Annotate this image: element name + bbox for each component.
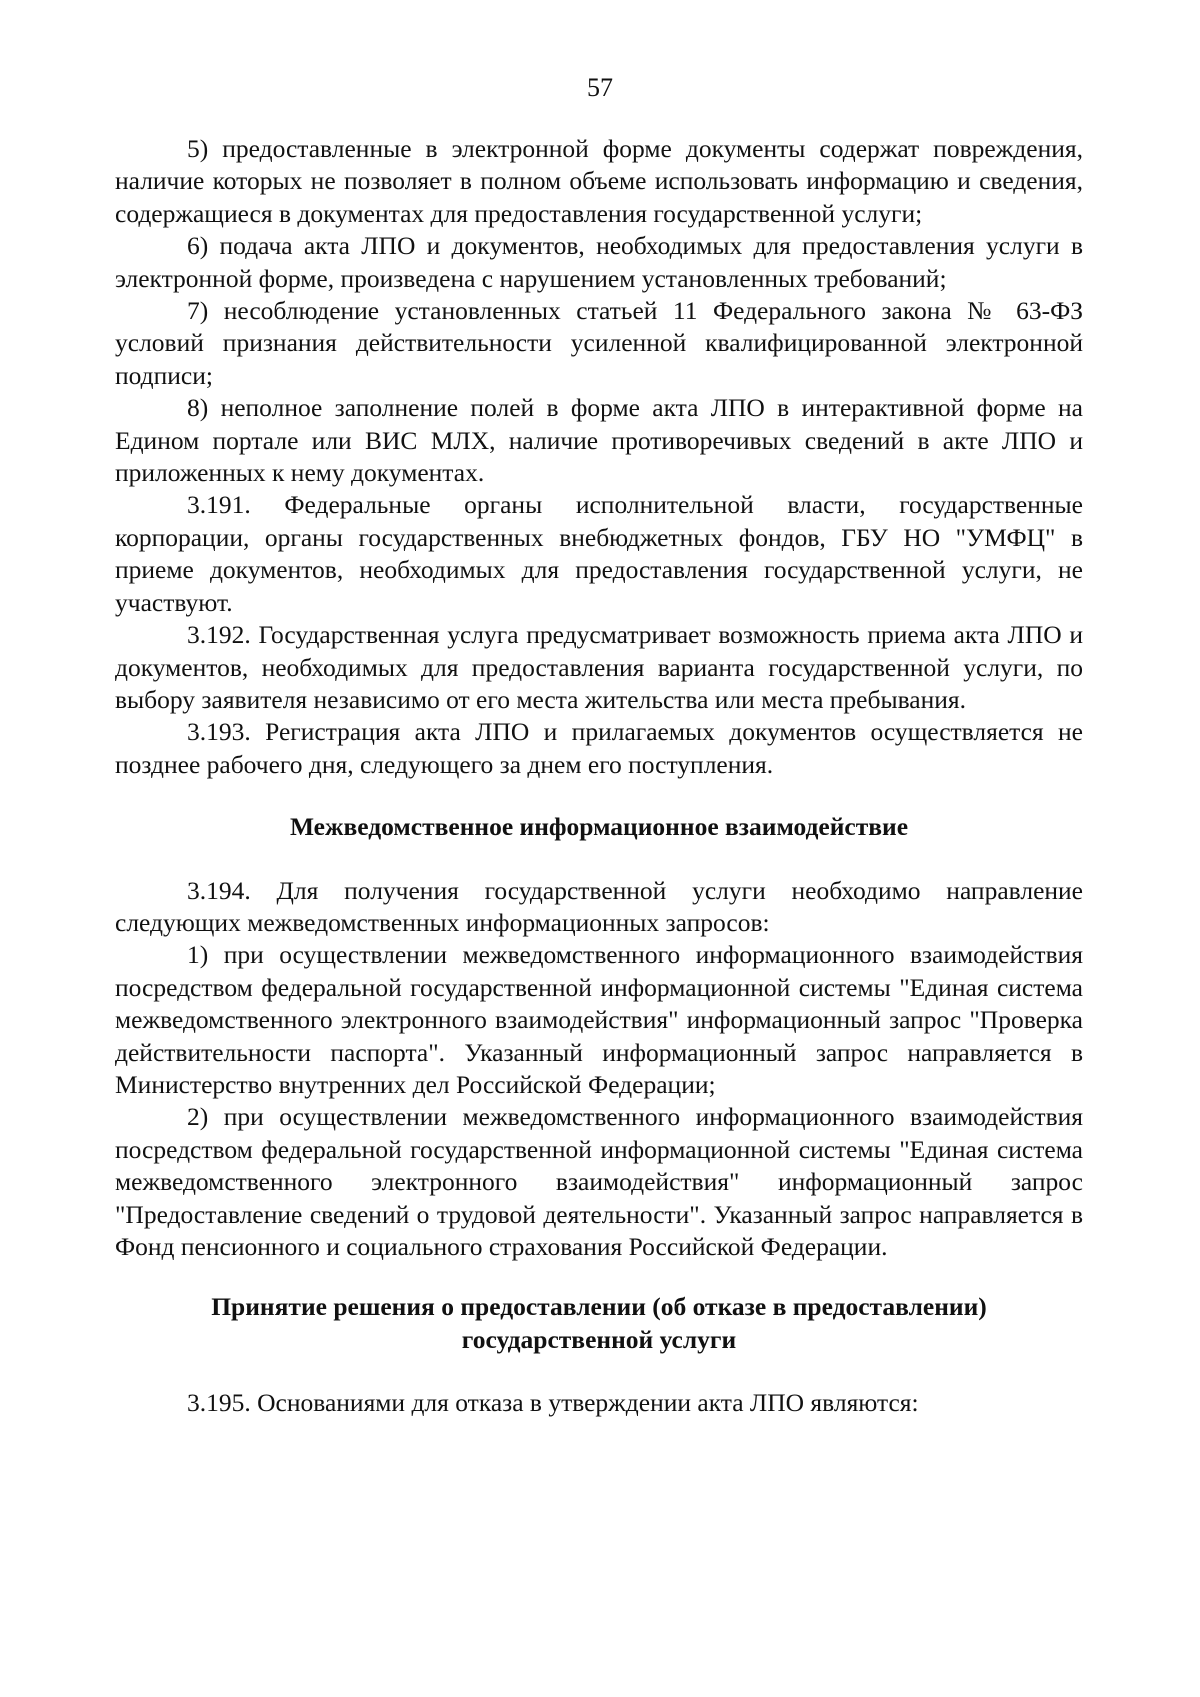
paragraph-3-193: 3.193. Регистрация акта ЛПО и прилагаемых документов осуществляется не позднее рабочего дня, следующего за днем его поступления.: [115, 717, 1083, 779]
paragraph-item-6: 6) подача акта ЛПО и документов, необходимых для предоставления услуги в электронной форме, произведена с нарушением установленных требований;: [115, 231, 1083, 293]
paragraph-3-191: 3.191. Федеральные органы исполнительной власти, государственные корпорации, органы государственных внебюджетных фондов, ГБУ НО "УМФЦ" в приеме документов, необходимых для предоставления государственной услуги, не участвуют.: [115, 490, 1083, 617]
spacer: [115, 844, 1083, 875]
spacer: [115, 1263, 1083, 1291]
paragraph-3-194: 3.194. Для получения государственной услуги необходимо направление следующих межведомственных информационных запросов:: [115, 875, 1083, 937]
section-heading-decision: [115, 1291, 1083, 1356]
page-number: 57: [587, 73, 613, 102]
section-heading-interagency: Межведомственное информационное взаимодействие: [289, 812, 909, 842]
document-body: [115, 133, 1083, 1420]
section-heading-decision-line2: государственной услуги: [461, 1324, 737, 1354]
paragraph-item-8: 8) неполное заполнение полей в форме акта ЛПО в интерактивной форме на Едином портале или ВИС МЛХ, наличие противоречивых сведений в акте ЛПО и приложенных к нему документах.: [115, 393, 1083, 488]
paragraph-request-2: 2) при осуществлении межведомственного информационного взаимодействия посредством федеральной государственной информационной системы "Единая система межведомственного электронного взаимодействия" информационный запрос "Предоставление сведений о трудовой деятельности". Указанный запрос направляется в Фонд пенсионного и социального страхования Российской Федерации.: [115, 1102, 1083, 1261]
paragraph-item-7: 7) несоблюдение установленных статьей 11 Федерального закона № 63-ФЗ условий признания действительности усиленной квалифицированной электронной подписи;: [115, 296, 1083, 390]
paragraph-request-1: 1) при осуществлении межведомственного информационного взаимодействия посредством федеральной государственной информационной системы "Единая система межведомственного электронного взаимодействия" информационный запрос "Проверка действительности паспорта". Указанный информационный запрос направляется в Министерство внутренних дел Российской Федерации;: [115, 940, 1083, 1099]
spacer: [115, 1356, 1083, 1387]
paragraph-item-5: 5) предоставленные в электронной форме документы содержат повреждения, наличие которых не позволяет в полном объеме использовать информацию и сведения, содержащиеся в документах для предоставления государственной услуги;: [115, 134, 1083, 228]
paragraph-3-192: 3.192. Государственная услуга предусматривает возможность приема акта ЛПО и документов, необходимых для предоставления варианта государственной услуги, по выбору заявителя независимо от его места жительства или места пребывания.: [115, 620, 1083, 714]
spacer: [115, 781, 1083, 811]
paragraph-3-195: 3.195. Основаниями для отказа в утверждении акта ЛПО являются:: [187, 1388, 919, 1418]
section-heading-decision-line1: Принятие решения о предоставлении (об отказе в предоставлении): [211, 1292, 987, 1322]
